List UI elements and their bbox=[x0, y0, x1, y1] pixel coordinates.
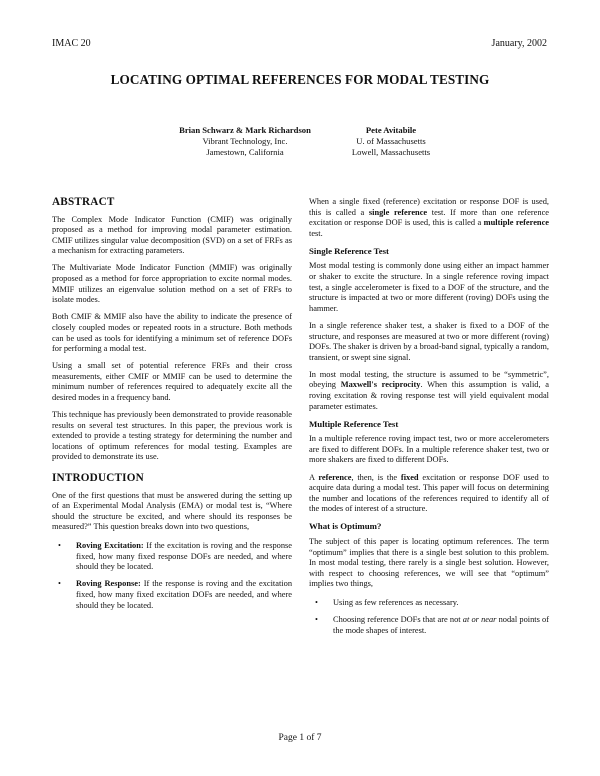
reciprocity-paragraph bbox=[309, 370, 549, 412]
left-column bbox=[52, 197, 292, 618]
abstract-paragraph: The Complex Mode Indicator Function (CMIF) was originally proposed as a method for improving modal parameter estimation. CMIF utilizes singular value decomposition (SVD) on a set of FRFs as a mechanism for extracting parameters. bbox=[52, 214, 292, 256]
text-run: When a single fixed (reference) excitation or response DOF is used, this is called a bbox=[309, 197, 549, 217]
introduction-paragraph: One of the first questions that must be answered during the setting up of an Experimental Modal Analysis (EMA) or modal test is, “Where should the structure be excited, and where should its responses be measured?” This question breaks down into two questions, bbox=[52, 490, 292, 532]
page-number: Page 1 of 7 bbox=[278, 733, 322, 743]
single-reference-paragraph: In a single reference shaker test, a shaker is fixed to a DOF of the structure, and responses are measured at two or more different (roving) DOFs. The shaker is driven by a broad-band signal, typically a random, transient, or swept sine signal. bbox=[309, 320, 549, 362]
bullet-term: Roving Response: bbox=[76, 579, 141, 589]
multiple-reference-paragraph: In a multiple reference roving impact test, two or more accelerometers are fixed to different DOFs. In a multiple reference shaker test, two or more shakers are fixed to different DOFs. bbox=[309, 434, 549, 465]
bullet-term: Roving Excitation: bbox=[76, 541, 144, 551]
single-reference-heading: Single Reference Test bbox=[309, 245, 389, 256]
bullet-emphasis: at or near bbox=[462, 615, 497, 625]
reference-definition-paragraph bbox=[309, 473, 549, 515]
text-run: A bbox=[309, 472, 319, 482]
author-org: Vibrant Technology, Inc. bbox=[202, 136, 288, 146]
bullet-icon: • bbox=[58, 541, 61, 551]
term-maxwell-reciprocity: Maxwell's reciprocity bbox=[340, 380, 421, 390]
multiple-reference-heading: Multiple Reference Test bbox=[309, 418, 399, 429]
author-block-2 bbox=[316, 125, 466, 158]
author-location: Jamestown, California bbox=[206, 147, 284, 157]
header-date: January, 2002 bbox=[491, 38, 547, 49]
list-item bbox=[309, 598, 549, 609]
author-org: U. of Massachusetts bbox=[356, 136, 426, 146]
bullet-icon: • bbox=[58, 579, 61, 589]
text-run: test. If more than one reference excitation or response DOF is used, this is called a bbox=[309, 207, 550, 228]
optimum-paragraph: The subject of this paper is locating optimum references. The term “optimum” implies that there is a single best solution to this problem. In most modal testing, there rarely is a single best solution. However, with respect to choosing references, we will see that “optimum” implies two things, bbox=[309, 537, 549, 589]
bullet-text: nodal points of the mode shapes of interest. bbox=[333, 615, 550, 635]
term-reference: reference bbox=[318, 472, 352, 482]
term-multiple-reference: multiple reference bbox=[483, 218, 549, 228]
author-names: Brian Schwarz & Mark Richardson bbox=[179, 125, 311, 135]
bullet-text: If the excitation is roving and the response fixed, how many fixed response DOFs are needed, and where should they be located. bbox=[76, 541, 293, 572]
term-fixed: fixed bbox=[400, 472, 419, 482]
text-run: In most modal testing, the structure is assumed to be “symmetric”, obeying bbox=[309, 369, 549, 390]
bullet-icon: • bbox=[315, 598, 318, 607]
list-item bbox=[52, 541, 292, 573]
abstract-heading: ABSTRACT bbox=[52, 196, 115, 208]
single-reference-paragraph: Most modal testing is commonly done using either an impact hammer or shaker to excite the structure. In a single reference roving impact test, a single accelerometer is fixed to a DOF of the structure, and the structure is impacted at two or more different (roving) DOFs using the hammer. bbox=[309, 261, 549, 313]
bullet-icon: • bbox=[315, 615, 318, 625]
abstract-paragraph: The Multivariate Mode Indicator Function (MMIF) was originally proposed as a method for force appropriation to excite normal modes. MMIF utilizes an eigenvalue solution method on a set of FRFs to isolate modes. bbox=[52, 263, 292, 305]
bullet-text: If the response is roving and the excitation fixed, how many fixed excitation DOFs are needed, and where should they be located. bbox=[76, 579, 293, 610]
introduction-heading: INTRODUCTION bbox=[52, 472, 144, 485]
text-run: . When this assumption is valid, a roving excitation & roving response test will yield equivalent modal parameter estimates. bbox=[309, 380, 549, 411]
reference-intro-paragraph bbox=[309, 197, 549, 239]
list-item bbox=[52, 579, 292, 611]
paper-title: LOCATING OPTIMAL REFERENCES FOR MODAL TESTING bbox=[110, 72, 490, 87]
term-single-reference: single reference bbox=[368, 207, 428, 217]
intro-bullet-list bbox=[52, 541, 292, 611]
abstract-paragraph: Using a small set of potential reference FRFs and their cross measurements, either CMIF or MMIF can be used to determine the minimum number of references required to adequately excite all the desired modes in a frequency band. bbox=[52, 361, 292, 402]
text-run: test. bbox=[309, 228, 323, 238]
header-conference: IMAC 20 bbox=[52, 38, 91, 49]
list-item bbox=[309, 615, 549, 636]
text-run: , then, is the bbox=[351, 472, 401, 482]
author-names: Pete Avitabile bbox=[365, 125, 417, 135]
right-column bbox=[309, 197, 549, 643]
optimum-heading: What is Optimum? bbox=[309, 521, 382, 532]
author-location: Lowell, Massachusetts bbox=[351, 147, 431, 157]
text-run: excitation or response DOF used to acquire data during a modal test. This paper will focus on determining the number and locations of the references required to identify all of the modes of interest of a structure. bbox=[309, 472, 549, 514]
abstract-paragraph: This technique has previously been demonstrated to provide reasonable results on several test structures. In this paper, the previous work is extended to provide a testing strategy for determining the number and locations of optimum references for modal testing. Examples are provided to demonstrate its use. bbox=[52, 410, 292, 462]
bullet-text: Choosing reference DOFs that are not bbox=[333, 615, 463, 625]
abstract-paragraph: Both CMIF & MMIF also have the ability to indicate the presence of closely coupled modes or repeated roots in a structure. Both methods can be used as tools for identifying a minimum set of reference DOFs for performing a modal test. bbox=[52, 312, 292, 354]
author-block-1 bbox=[150, 125, 340, 158]
bullet-text: Using as few references as necessary. bbox=[333, 598, 459, 607]
optimum-bullet-list bbox=[309, 598, 549, 636]
